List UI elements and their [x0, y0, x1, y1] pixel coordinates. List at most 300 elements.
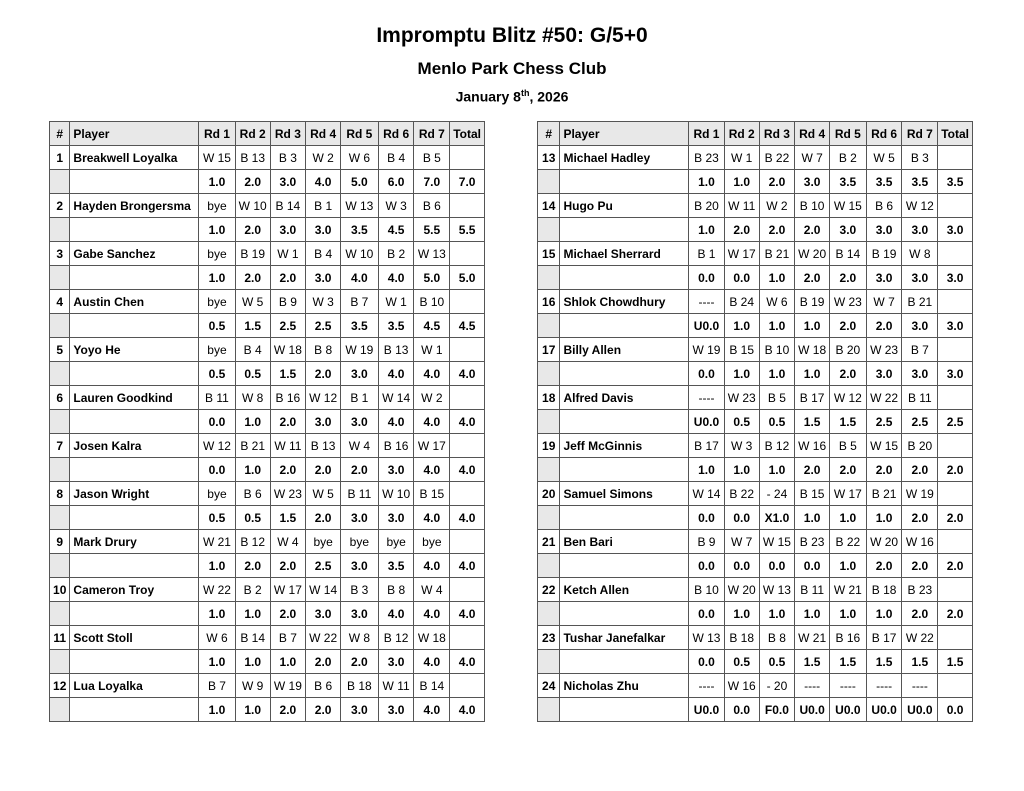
- cumulative-score: 2.0: [235, 170, 270, 194]
- round-pairing: W 19: [340, 338, 378, 362]
- round-pairing: W 10: [340, 242, 378, 266]
- player-name: Lua Loyalka: [70, 674, 199, 698]
- round-pairing: B 14: [270, 194, 306, 218]
- cumulative-score: 2.0: [235, 266, 270, 290]
- round-pairing: B 9: [689, 530, 725, 554]
- total-blank: [450, 434, 485, 458]
- round-pairing: W 23: [866, 338, 902, 362]
- player-number: 14: [538, 194, 560, 218]
- cumulative-score: 2.0: [306, 698, 341, 722]
- round-pairing: B 23: [689, 146, 725, 170]
- cumulative-score: 3.5: [340, 218, 378, 242]
- cumulative-score: 2.0: [866, 314, 902, 338]
- event-date: [0, 88, 1024, 105]
- cumulative-score: 1.0: [866, 506, 902, 530]
- player-number: 10: [50, 578, 70, 602]
- round-pairing: B 2: [235, 578, 270, 602]
- cumulative-score: 0.0: [689, 362, 725, 386]
- total-score: 3.0: [938, 362, 973, 386]
- player-number: 11: [50, 626, 70, 650]
- player-blank: [560, 170, 689, 194]
- round-pairing: B 3: [270, 146, 306, 170]
- player-blank: [560, 410, 689, 434]
- total-blank: [450, 626, 485, 650]
- round-pairing: B 14: [829, 242, 866, 266]
- column-header: Rd 3: [759, 122, 795, 146]
- round-pairing: B 16: [829, 626, 866, 650]
- cumulative-score: 1.0: [829, 506, 866, 530]
- column-header: Rd 5: [340, 122, 378, 146]
- cumulative-score: 1.0: [724, 458, 759, 482]
- player-row: [538, 242, 973, 266]
- player-name: Ketch Allen: [560, 578, 689, 602]
- cumulative-score: 0.0: [759, 554, 795, 578]
- player-name: Billy Allen: [560, 338, 689, 362]
- round-pairing: W 8: [235, 386, 270, 410]
- player-blank: [70, 650, 199, 674]
- cumulative-score: 3.0: [902, 266, 938, 290]
- round-pairing: B 6: [866, 194, 902, 218]
- player-blank: [560, 218, 689, 242]
- player-number: 23: [538, 626, 560, 650]
- round-pairing: B 1: [340, 386, 378, 410]
- round-pairing: bye: [199, 194, 236, 218]
- round-pairing: ----: [689, 290, 725, 314]
- player-name: Yoyo He: [70, 338, 199, 362]
- cumulative-score: 1.0: [759, 314, 795, 338]
- cumulative-score: 0.0: [689, 602, 725, 626]
- player-number: 12: [50, 674, 70, 698]
- player-blank: [560, 362, 689, 386]
- score-row: [538, 170, 973, 194]
- cumulative-score: 2.0: [759, 170, 795, 194]
- player-name: Cameron Troy: [70, 578, 199, 602]
- total-blank: [938, 290, 973, 314]
- player-number: 15: [538, 242, 560, 266]
- cumulative-score: 1.0: [199, 602, 236, 626]
- total-score: 4.0: [450, 602, 485, 626]
- cumulative-score: 1.0: [724, 362, 759, 386]
- cumulative-score: 3.0: [340, 410, 378, 434]
- cumulative-score: U0.0: [866, 698, 902, 722]
- player-name: Scott Stoll: [70, 626, 199, 650]
- score-row: [538, 314, 973, 338]
- score-row: [538, 266, 973, 290]
- player-number: 6: [50, 386, 70, 410]
- cumulative-score: 4.0: [378, 602, 414, 626]
- number-blank: [50, 362, 70, 386]
- cumulative-score: 0.0: [724, 266, 759, 290]
- round-pairing: W 23: [724, 386, 759, 410]
- round-pairing: W 21: [795, 626, 830, 650]
- cumulative-score: 0.0: [689, 266, 725, 290]
- cumulative-score: 4.0: [378, 362, 414, 386]
- round-pairing: B 20: [689, 194, 725, 218]
- cumulative-score: 3.0: [902, 218, 938, 242]
- column-header: Rd 6: [866, 122, 902, 146]
- page-title: Impromptu Blitz #50: G/5+0: [376, 24, 648, 47]
- round-pairing: - 20: [759, 674, 795, 698]
- cumulative-score: 0.5: [724, 410, 759, 434]
- cumulative-score: 2.0: [866, 458, 902, 482]
- total-blank: [938, 530, 973, 554]
- round-pairing: ----: [866, 674, 902, 698]
- cumulative-score: 3.0: [340, 506, 378, 530]
- column-header: Player: [70, 122, 199, 146]
- player-name: Austin Chen: [70, 290, 199, 314]
- cumulative-score: 3.5: [378, 314, 414, 338]
- column-header: Rd 1: [689, 122, 725, 146]
- cumulative-score: 2.0: [235, 218, 270, 242]
- cumulative-score: X1.0: [759, 506, 795, 530]
- player-row: [50, 626, 485, 650]
- cumulative-score: 1.5: [866, 650, 902, 674]
- player-number: 5: [50, 338, 70, 362]
- round-pairing: B 1: [689, 242, 725, 266]
- cumulative-score: U0.0: [689, 410, 725, 434]
- date-prefix: January 8: [455, 88, 521, 105]
- cumulative-score: 2.0: [724, 218, 759, 242]
- round-pairing: W 18: [414, 626, 450, 650]
- cumulative-score: 1.0: [759, 602, 795, 626]
- total-score: 3.0: [938, 266, 973, 290]
- cumulative-score: 3.0: [340, 698, 378, 722]
- score-row: [538, 410, 973, 434]
- round-pairing: B 17: [689, 434, 725, 458]
- total-blank: [450, 290, 485, 314]
- round-pairing: B 8: [759, 626, 795, 650]
- round-pairing: W 17: [414, 434, 450, 458]
- column-header: Rd 1: [199, 122, 236, 146]
- round-pairing: B 9: [270, 290, 306, 314]
- total-score: 2.0: [938, 506, 973, 530]
- player-row: [538, 290, 973, 314]
- player-blank: [70, 266, 199, 290]
- total-blank: [450, 194, 485, 218]
- round-pairing: B 13: [378, 338, 414, 362]
- player-blank: [560, 458, 689, 482]
- score-row: [50, 218, 485, 242]
- round-pairing: B 16: [378, 434, 414, 458]
- round-pairing: W 22: [866, 386, 902, 410]
- player-blank: [70, 698, 199, 722]
- cumulative-score: 1.0: [199, 170, 236, 194]
- cumulative-score: 0.0: [199, 410, 236, 434]
- round-pairing: B 22: [829, 530, 866, 554]
- cumulative-score: 3.0: [378, 698, 414, 722]
- total-score: 4.5: [450, 314, 485, 338]
- total-blank: [450, 338, 485, 362]
- cumulative-score: 0.0: [795, 554, 830, 578]
- cumulative-score: 1.0: [724, 170, 759, 194]
- player-row: [538, 674, 973, 698]
- round-pairing: W 14: [689, 482, 725, 506]
- column-header: Rd 4: [795, 122, 830, 146]
- player-number: 17: [538, 338, 560, 362]
- header-row: [538, 122, 973, 146]
- cumulative-score: 4.0: [378, 266, 414, 290]
- round-pairing: B 11: [902, 386, 938, 410]
- round-pairing: B 10: [689, 578, 725, 602]
- cumulative-score: 2.0: [270, 554, 306, 578]
- player-blank: [560, 314, 689, 338]
- cumulative-score: 2.0: [270, 410, 306, 434]
- round-pairing: B 2: [829, 146, 866, 170]
- score-row: [50, 602, 485, 626]
- player-name: Jeff McGinnis: [560, 434, 689, 458]
- player-row: [538, 194, 973, 218]
- player-name: Hugo Pu: [560, 194, 689, 218]
- player-row: [538, 626, 973, 650]
- round-pairing: W 22: [199, 578, 236, 602]
- cumulative-score: 3.0: [306, 602, 341, 626]
- round-pairing: B 12: [378, 626, 414, 650]
- round-pairing: W 4: [414, 578, 450, 602]
- total-score: 4.0: [450, 458, 485, 482]
- round-pairing: B 8: [378, 578, 414, 602]
- cumulative-score: 0.0: [724, 554, 759, 578]
- round-pairing: W 4: [340, 434, 378, 458]
- cumulative-score: 2.0: [795, 266, 830, 290]
- player-number: 1: [50, 146, 70, 170]
- player-name: Josen Kalra: [70, 434, 199, 458]
- player-blank: [70, 170, 199, 194]
- round-pairing: W 7: [724, 530, 759, 554]
- number-blank: [50, 698, 70, 722]
- number-blank: [538, 506, 560, 530]
- round-pairing: B 24: [724, 290, 759, 314]
- cumulative-score: 2.0: [306, 506, 341, 530]
- round-pairing: bye: [199, 290, 236, 314]
- column-header: #: [50, 122, 70, 146]
- cumulative-score: U0.0: [689, 698, 725, 722]
- round-pairing: W 15: [199, 146, 236, 170]
- round-pairing: B 1: [306, 194, 341, 218]
- total-blank: [938, 578, 973, 602]
- number-blank: [50, 314, 70, 338]
- column-header: Total: [938, 122, 973, 146]
- cumulative-score: 4.5: [414, 314, 450, 338]
- cumulative-score: 2.0: [759, 218, 795, 242]
- cumulative-score: 3.0: [902, 362, 938, 386]
- column-header: Rd 6: [378, 122, 414, 146]
- player-row: [50, 674, 485, 698]
- round-pairing: B 21: [235, 434, 270, 458]
- total-blank: [450, 674, 485, 698]
- round-pairing: B 18: [724, 626, 759, 650]
- cumulative-score: 4.0: [378, 410, 414, 434]
- cumulative-score: 1.0: [724, 314, 759, 338]
- round-pairing: B 17: [795, 386, 830, 410]
- round-pairing: B 19: [866, 242, 902, 266]
- player-blank: [560, 650, 689, 674]
- round-pairing: W 11: [724, 194, 759, 218]
- round-pairing: B 11: [795, 578, 830, 602]
- round-pairing: B 20: [902, 434, 938, 458]
- cumulative-score: 2.0: [270, 266, 306, 290]
- number-blank: [50, 218, 70, 242]
- round-pairing: B 15: [724, 338, 759, 362]
- player-name: Lauren Goodkind: [70, 386, 199, 410]
- header-row: [50, 122, 485, 146]
- score-row: [538, 602, 973, 626]
- cumulative-score: 3.5: [378, 554, 414, 578]
- total-score: 2.0: [938, 458, 973, 482]
- round-pairing: bye: [378, 530, 414, 554]
- cumulative-score: 1.0: [689, 458, 725, 482]
- round-pairing: W 11: [270, 434, 306, 458]
- round-pairing: W 12: [829, 386, 866, 410]
- cumulative-score: 1.0: [199, 554, 236, 578]
- player-number: 13: [538, 146, 560, 170]
- round-pairing: B 10: [759, 338, 795, 362]
- round-pairing: W 1: [724, 146, 759, 170]
- player-blank: [70, 314, 199, 338]
- total-score: 4.0: [450, 554, 485, 578]
- round-pairing: B 4: [235, 338, 270, 362]
- number-blank: [50, 506, 70, 530]
- cumulative-score: 2.0: [902, 458, 938, 482]
- player-name: Alfred Davis: [560, 386, 689, 410]
- cumulative-score: 3.0: [866, 266, 902, 290]
- round-pairing: B 2: [378, 242, 414, 266]
- cumulative-score: 3.0: [378, 458, 414, 482]
- player-name: Shlok Chowdhury: [560, 290, 689, 314]
- round-pairing: W 22: [306, 626, 341, 650]
- round-pairing: W 23: [270, 482, 306, 506]
- number-blank: [538, 218, 560, 242]
- player-row: [538, 386, 973, 410]
- round-pairing: ----: [689, 386, 725, 410]
- number-blank: [538, 458, 560, 482]
- cumulative-score: 3.5: [829, 170, 866, 194]
- cumulative-score: 3.5: [866, 170, 902, 194]
- number-blank: [50, 602, 70, 626]
- cumulative-score: U0.0: [902, 698, 938, 722]
- round-pairing: W 13: [414, 242, 450, 266]
- round-pairing: W 17: [270, 578, 306, 602]
- player-blank: [70, 362, 199, 386]
- total-score: 4.0: [450, 506, 485, 530]
- cumulative-score: 3.0: [306, 218, 341, 242]
- score-row: [50, 266, 485, 290]
- round-pairing: B 7: [270, 626, 306, 650]
- cumulative-score: 2.5: [306, 554, 341, 578]
- player-number: 24: [538, 674, 560, 698]
- player-number: 9: [50, 530, 70, 554]
- cumulative-score: 2.0: [270, 602, 306, 626]
- cumulative-score: 4.0: [340, 266, 378, 290]
- player-blank: [70, 554, 199, 578]
- cumulative-score: 6.0: [378, 170, 414, 194]
- cumulative-score: 2.0: [866, 554, 902, 578]
- round-pairing: B 7: [199, 674, 236, 698]
- round-pairing: W 14: [306, 578, 341, 602]
- player-row: [538, 338, 973, 362]
- cumulative-score: 3.0: [866, 362, 902, 386]
- score-row: [50, 410, 485, 434]
- cumulative-score: 3.0: [902, 314, 938, 338]
- round-pairing: W 17: [724, 242, 759, 266]
- cumulative-score: 0.5: [759, 650, 795, 674]
- round-pairing: ----: [902, 674, 938, 698]
- round-pairing: W 13: [340, 194, 378, 218]
- round-pairing: B 7: [902, 338, 938, 362]
- round-pairing: W 5: [866, 146, 902, 170]
- player-blank: [70, 506, 199, 530]
- cumulative-score: 2.0: [829, 458, 866, 482]
- player-row: [538, 434, 973, 458]
- cumulative-score: 4.5: [378, 218, 414, 242]
- cumulative-score: 2.0: [340, 458, 378, 482]
- number-blank: [50, 650, 70, 674]
- cumulative-score: 0.0: [689, 554, 725, 578]
- player-number: 4: [50, 290, 70, 314]
- column-header: #: [538, 122, 560, 146]
- round-pairing: B 12: [759, 434, 795, 458]
- round-pairing: B 21: [866, 482, 902, 506]
- player-number: 2: [50, 194, 70, 218]
- round-pairing: B 15: [414, 482, 450, 506]
- cumulative-score: 2.5: [866, 410, 902, 434]
- player-number: 3: [50, 242, 70, 266]
- cumulative-score: 7.0: [414, 170, 450, 194]
- score-row: [50, 458, 485, 482]
- cumulative-score: 0.5: [724, 650, 759, 674]
- score-row: [50, 650, 485, 674]
- cumulative-score: 1.0: [199, 218, 236, 242]
- cumulative-score: 1.5: [270, 362, 306, 386]
- round-pairing: W 1: [414, 338, 450, 362]
- player-blank: [70, 410, 199, 434]
- round-pairing: B 13: [235, 146, 270, 170]
- cumulative-score: 1.0: [759, 362, 795, 386]
- round-pairing: W 6: [340, 146, 378, 170]
- score-row: [538, 506, 973, 530]
- cumulative-score: 2.0: [270, 698, 306, 722]
- cumulative-score: 0.0: [689, 506, 725, 530]
- round-pairing: W 15: [759, 530, 795, 554]
- player-name: Samuel Simons: [560, 482, 689, 506]
- cumulative-score: 2.0: [902, 602, 938, 626]
- player-name: Michael Sherrard: [560, 242, 689, 266]
- cumulative-score: 0.0: [689, 650, 725, 674]
- cumulative-score: U0.0: [795, 698, 830, 722]
- cumulative-score: 2.0: [306, 458, 341, 482]
- player-blank: [70, 458, 199, 482]
- player-row: [50, 290, 485, 314]
- number-blank: [50, 170, 70, 194]
- cumulative-score: 1.0: [829, 602, 866, 626]
- round-pairing: bye: [306, 530, 341, 554]
- round-pairing: B 18: [866, 578, 902, 602]
- score-row: [538, 458, 973, 482]
- cumulative-score: 2.0: [829, 314, 866, 338]
- total-score: 4.0: [450, 698, 485, 722]
- round-pairing: W 3: [306, 290, 341, 314]
- score-row: [50, 698, 485, 722]
- player-row: [538, 530, 973, 554]
- total-score: 4.0: [450, 650, 485, 674]
- cumulative-score: 2.0: [306, 362, 341, 386]
- round-pairing: B 21: [759, 242, 795, 266]
- number-blank: [538, 362, 560, 386]
- player-name: Breakwell Loyalka: [70, 146, 199, 170]
- round-pairing: B 20: [829, 338, 866, 362]
- number-blank: [538, 602, 560, 626]
- score-row: [50, 314, 485, 338]
- player-row: [50, 386, 485, 410]
